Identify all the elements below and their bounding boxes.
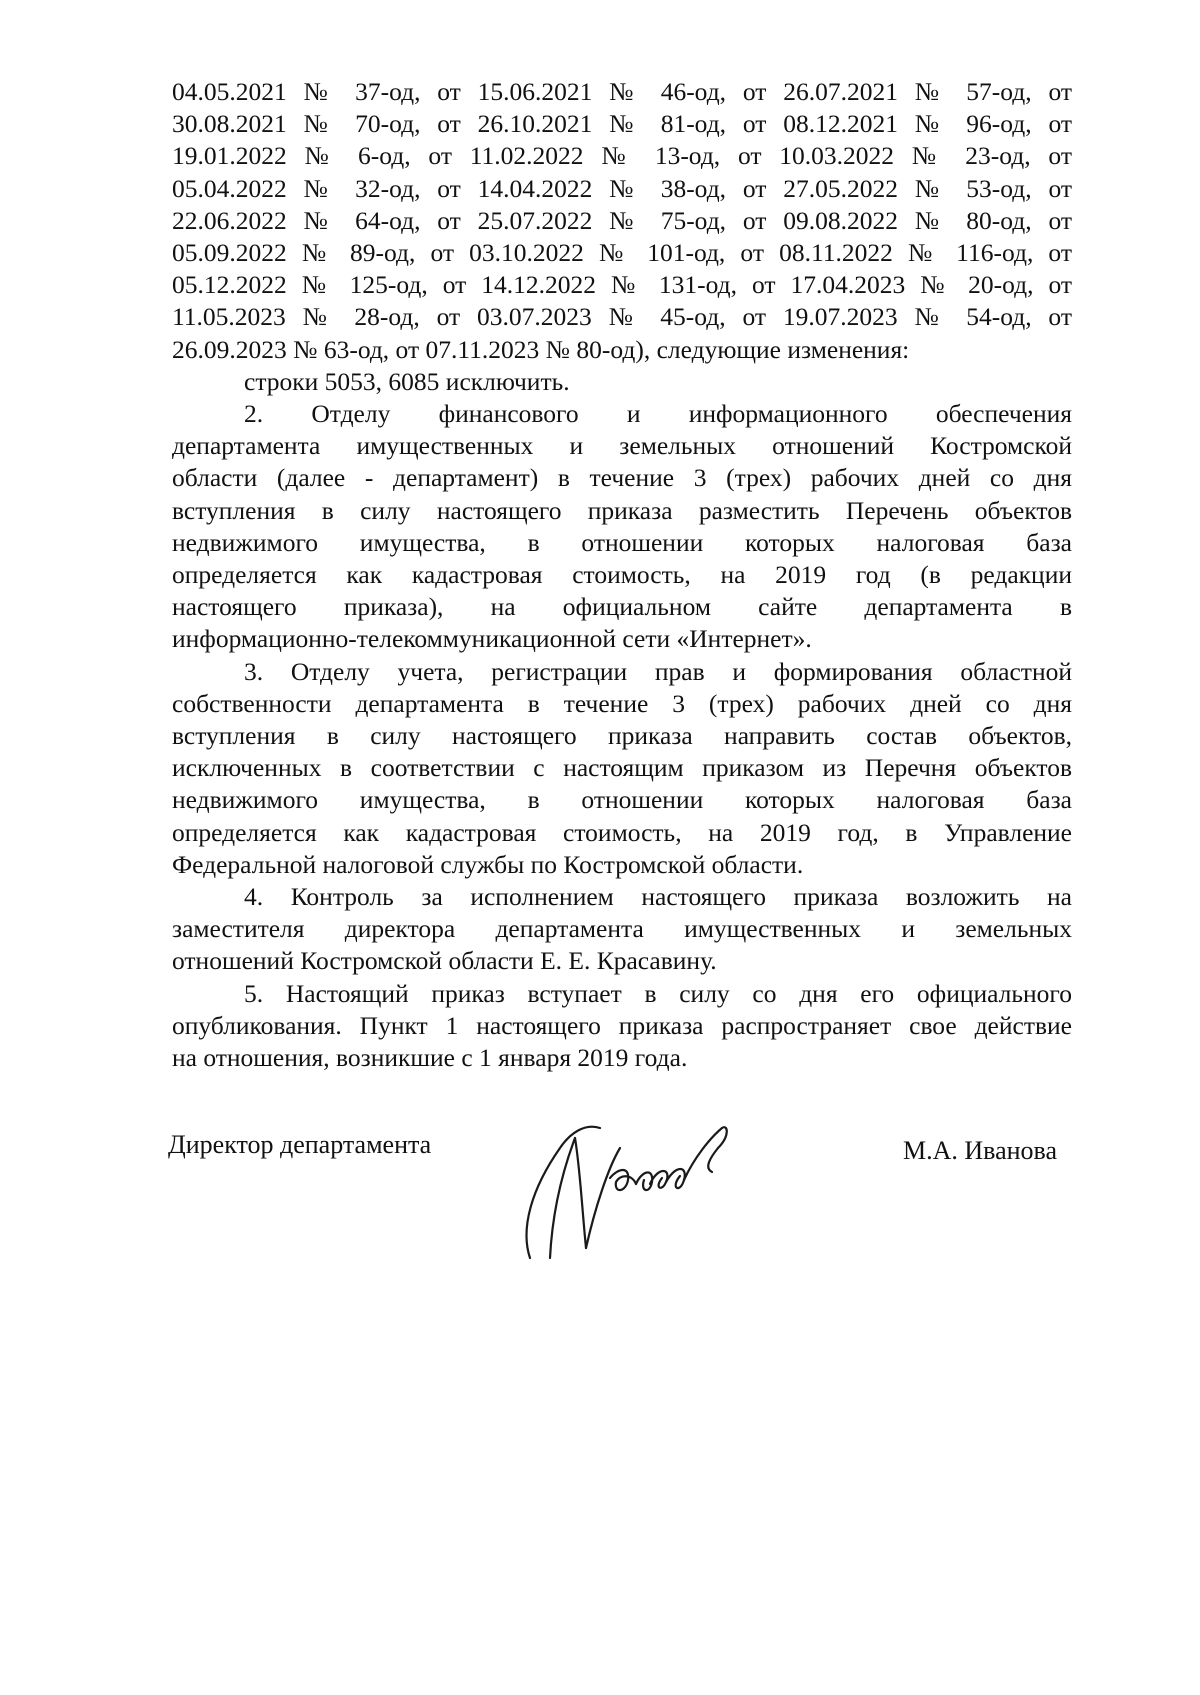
text-line: определяется как кадастровая стоимость, на 2019 год (в редакции — [172, 560, 1072, 590]
text-line: 30.08.2021 № 70-од, от 26.10.2021 № 81-од, от 08.12.2021 № 96-од, от — [172, 109, 1072, 139]
text-line: отношений Костромской области Е. Е. Красавину. — [172, 946, 717, 976]
signatory-title: Директор департамента — [168, 1130, 432, 1159]
document-body — [172, 76, 1072, 1074]
text-line: 26.09.2023 № 63-од, от 07.11.2023 № 80-од), следующие изменения: — [172, 334, 910, 364]
handwritten-signature — [490, 1108, 770, 1268]
paragraph-5-first-line: 5. Настоящий приказ вступает в силу со дня его официального — [244, 978, 1072, 1008]
text-line: определяется как кадастровая стоимость, на 2019 год, в Управление — [172, 817, 1072, 847]
paragraph-2-first-line: 2. Отделу финансового и информационного обеспечения — [244, 399, 1072, 429]
text-line: 05.09.2022 № 89-од, от 03.10.2022 № 101-од, от 08.11.2022 № 116-од, от — [172, 238, 1072, 268]
text-line: департамента имущественных и земельных отношений Костромской — [172, 431, 1072, 461]
text-line: 11.05.2023 № 28-од, от 03.07.2023 № 45-од, от 19.07.2023 № 54-од, от — [172, 302, 1072, 332]
text-line: на отношения, возникшие с 1 января 2019 года. — [172, 1043, 688, 1073]
text-line: 19.01.2022 № 6-од, от 11.02.2022 № 13-од, от 10.03.2022 № 23-од, от — [172, 141, 1072, 171]
text-line: 05.12.2022 № 125-од, от 14.12.2022 № 131-од, от 17.04.2023 № 20-од, от — [172, 270, 1072, 300]
text-line: недвижимого имущества, в отношении которых налоговая база — [172, 527, 1072, 557]
text-line: 04.05.2021 № 37-од, от 15.06.2021 № 46-од, от 26.07.2021 № 57-од, от — [172, 77, 1072, 106]
text-line: собственности департамента в течение 3 (трех) рабочих дней со дня — [172, 688, 1072, 718]
text-line: строки 5053, 6085 исключить. — [244, 366, 570, 396]
text-line: настоящего приказа), на официальном сайте департамента в — [172, 592, 1072, 622]
text-line: вступления в силу настоящего приказа направить состав объектов, — [172, 721, 1072, 751]
text-line: исключенных в соответствии с настоящим приказом из Перечня объектов — [172, 753, 1072, 783]
text-line: области (далее - департамент) в течение 3 (трех) рабочих дней со дня — [172, 463, 1072, 493]
text-line: вступления в силу настоящего приказа разместить Перечень объектов — [172, 495, 1072, 525]
text-line: заместителя директора департамента имущественных и земельных — [172, 914, 1072, 944]
paragraph-4-first-line: 4. Контроль за исполнением настоящего приказа возложить на — [244, 882, 1072, 912]
text-line: 05.04.2022 № 32-од, от 14.04.2022 № 38-од, от 27.05.2022 № 53-од, от — [172, 173, 1072, 203]
text-line: Федеральной налоговой службы по Костромской области. — [172, 849, 804, 879]
text-line: опубликования. Пункт 1 настоящего приказа распространяет свое действие — [172, 1010, 1072, 1040]
text-line: недвижимого имущества, в отношении которых налоговая база — [172, 785, 1072, 815]
signatory-name: М.А. Иванова — [903, 1136, 1058, 1165]
text-line: информационно-телекоммуникационной сети «Интернет». — [172, 624, 812, 654]
paragraph-3-first-line: 3. Отделу учета, регистрации прав и формирования областной — [244, 656, 1072, 686]
text-line: 22.06.2022 № 64-од, от 25.07.2022 № 75-од, от 09.08.2022 № 80-од, от — [172, 205, 1072, 235]
